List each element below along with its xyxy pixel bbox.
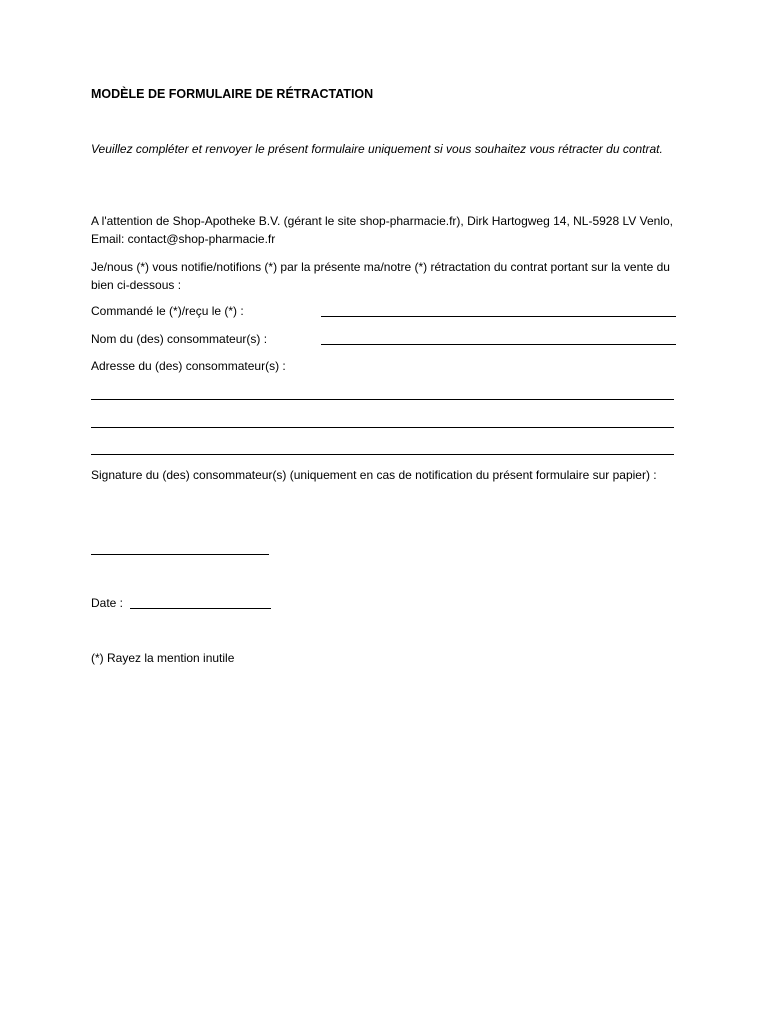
date-field[interactable] bbox=[130, 608, 271, 609]
consumer-address-line-2[interactable] bbox=[91, 427, 674, 428]
ordered-date-label: Commandé le (*)/reçu le (*) : bbox=[91, 304, 244, 318]
consumer-address-label: Adresse du (des) consommateur(s) : bbox=[91, 359, 286, 373]
signature-prompt: Signature du (des) consommateur(s) (uniquement en cas de notification du présent formulaire sur papier) : bbox=[91, 468, 657, 482]
consumer-address-line-3[interactable] bbox=[91, 454, 674, 455]
consumer-name-label: Nom du (des) consommateur(s) : bbox=[91, 332, 268, 346]
withdrawal-statement: Je/nous (*) vous notifie/notifions (*) par la présente ma/notre (*) rétractation du contrat portant sur la vente du bien ci-dessous : bbox=[91, 260, 670, 292]
footnote: (*) Rayez la mention inutile bbox=[91, 651, 235, 665]
date-label: Date : bbox=[91, 596, 124, 610]
consumer-address-line-1[interactable] bbox=[91, 399, 674, 400]
consumer-name-field[interactable] bbox=[321, 344, 676, 345]
intro-text: Veuillez compléter et renvoyer le présent formulaire uniquement si vous souhaitez vous rétracter du contrat. bbox=[91, 142, 663, 156]
ordered-date-field[interactable] bbox=[321, 316, 676, 317]
recipient-address: A l'attention de Shop-Apotheke B.V. (gérant le site shop-pharmacie.fr), Dirk Hartogweg 14, NL-5928 LV Venlo, Email: contact@shop-pharmacie.fr bbox=[91, 214, 673, 246]
form-title: MODÈLE DE FORMULAIRE DE RÉTRACTATION bbox=[91, 87, 374, 101]
signature-field[interactable] bbox=[91, 554, 269, 555]
